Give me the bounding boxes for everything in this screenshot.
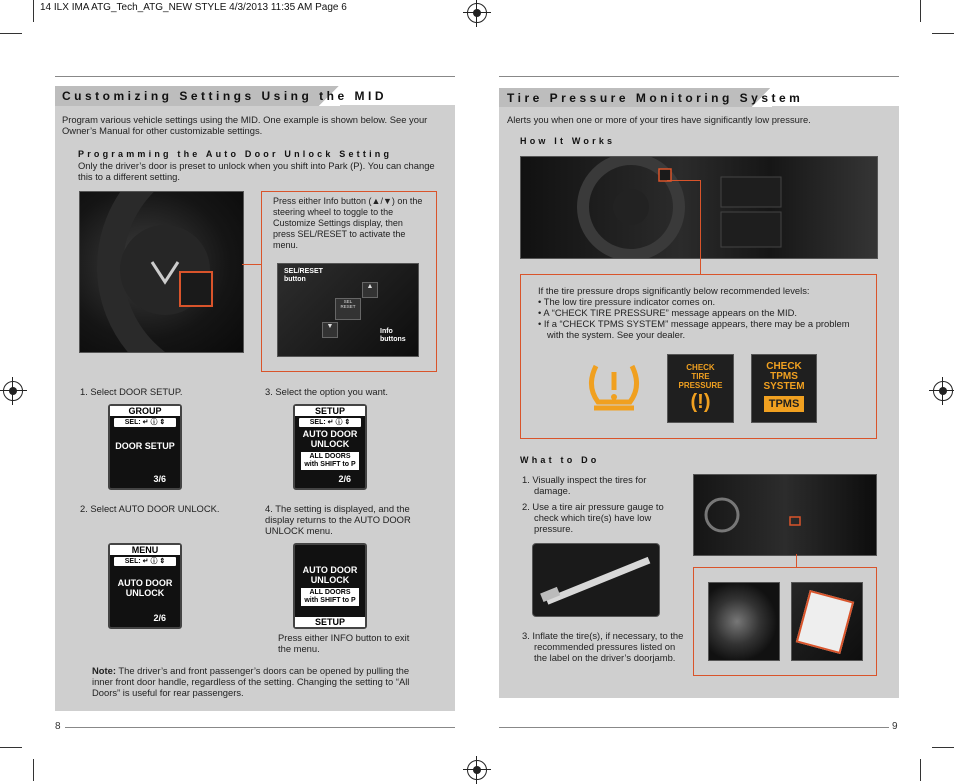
bottom-rule (499, 727, 889, 728)
pressure-gauge-photo (532, 543, 660, 617)
section-heading: What to Do (520, 455, 600, 465)
check-tire-pressure-display: CHECK TIRE PRESSURE (!) (667, 354, 734, 423)
steering-wheel-photo (79, 191, 244, 353)
sel-reset-label: SEL/RESET button (284, 268, 323, 283)
screen-sel-bar: SEL: ↵ ⓘ ⇕ (299, 418, 361, 427)
intro-text: Program various vehicle settings using the MID. One example is shown below. See your Owner’s Manual for other customizable settings. (62, 114, 428, 136)
car-side-photo (693, 474, 877, 556)
registration-mark-icon (933, 381, 953, 401)
callout-leader (667, 180, 701, 181)
screen-sel-bar: SEL: ↵ ⓘ ⇕ (114, 557, 176, 566)
registration-mark-icon (3, 381, 23, 401)
screen-page-num: 3/6 (153, 474, 166, 484)
crop-mark (920, 0, 921, 22)
screen-page-num: 2/6 (338, 474, 351, 484)
screen-page-num: 2/6 (153, 613, 166, 623)
screen-main-text: UNLOCK (310, 439, 350, 449)
car-wheel-icon (694, 475, 876, 555)
page-title: Tire Pressure Monitoring System (507, 91, 804, 105)
info-up-button-icon: ▲ (362, 282, 378, 298)
bullet-2: • A “CHECK TIRE PRESSURE” message appears on the MID. (538, 307, 797, 318)
mid-screen-result (293, 543, 367, 629)
how-text: If the tire pressure drops significantly below recommended levels: (538, 285, 810, 296)
callout-leader (700, 180, 701, 275)
crop-mark (0, 33, 22, 34)
dashboard-icon (521, 157, 877, 258)
what-step-1: 1. Visually inspect the tires for damage. (522, 474, 647, 496)
screen-main-text: AUTO DOOR (117, 578, 173, 588)
tpms-small-icon: (!) (690, 391, 711, 413)
screen-sel-bar: SEL: ↵ ⓘ ⇕ (114, 418, 176, 427)
registration-mark-icon (467, 3, 487, 23)
bottom-rule (65, 727, 455, 728)
dashboard-photo (520, 156, 878, 259)
section-heading: Programming the Auto Door Unlock Setting (78, 149, 393, 159)
screen-main-text: DOOR SETUP (115, 441, 175, 451)
screen-main-text: AUTO DOOR (302, 429, 358, 439)
note-text: Note: The driver’s and front passenger’s doors can be opened by pulling the inner front door handle, regardless of the setting. Changing the setting to “All Doors” is useful for rear passengers. (92, 665, 410, 698)
section-heading: How It Works (520, 136, 616, 146)
section-text: Only the driver’s door is preset to unlock when you shift into Park (P). You can change this to a different setting. (78, 160, 435, 182)
screen-header: MENU (110, 545, 180, 555)
screen-footer: SETUP (295, 617, 365, 627)
crop-mark (0, 747, 22, 748)
page-number: 8 (55, 721, 61, 732)
bullet-3: • If a “CHECK TPMS SYSTEM” message appears, there may be a problem with the system. See your dealer. (538, 318, 850, 340)
mid-screen-group (108, 404, 182, 490)
bullet-1: • The low tire pressure indicator comes on. (538, 296, 716, 307)
top-rule (499, 76, 899, 77)
crop-mark (920, 759, 921, 781)
callout-text: Press either Info button (▲/▼) on the steering wheel to toggle to the Customize Settings display, then press SEL/RESET to activate the menu. (273, 196, 423, 250)
tpms-badge: TPMS (764, 396, 804, 412)
steering-wheel-icon (80, 192, 243, 352)
print-slug: 14 ILX IMA ATG_Tech_ATG_NEW STYLE 4/3/2013 11:35 AM Page 6 (40, 2, 347, 13)
callout-leader (242, 264, 262, 265)
crop-mark (932, 33, 954, 34)
step-4: 4. The setting is displayed, and the display returns to the AUTO DOOR UNLOCK menu. (265, 503, 411, 536)
screen-main-text: UNLOCK (310, 575, 350, 585)
page-number: 9 (892, 721, 898, 732)
sel-reset-closeup-photo (277, 263, 419, 357)
intro-text: Alerts you when one or more of your tires have significantly low pressure. (507, 114, 811, 125)
doorjamb-label-photo (791, 582, 863, 661)
screen-option-box: ALL DOORS with SHIFT to P (301, 588, 359, 606)
step-2: 2. Select AUTO DOOR UNLOCK. (80, 503, 220, 514)
step-3: 3. Select the option you want. (265, 386, 388, 397)
page-title: Customizing Settings Using the MID (62, 89, 387, 103)
screen-main-text: AUTO DOOR (302, 565, 358, 575)
screen-option-box: ALL DOORS with SHIFT to P (301, 452, 359, 470)
screen-header: GROUP (110, 406, 180, 416)
registration-mark-icon (467, 760, 487, 780)
tpms-warning-icon (584, 358, 644, 416)
what-step-3: 3. Inflate the tire(s), if necessary, to the recommended pressures listed on the label on the driver’s doorjamb. (522, 630, 684, 663)
tire-inflate-photo (708, 582, 780, 661)
mid-screen-menu (108, 543, 182, 629)
crop-mark (932, 747, 954, 748)
tire-label-icon (796, 590, 854, 654)
what-step-2: 2. Use a tire air pressure gauge to check which tire(s) have low pressure. (522, 501, 664, 534)
callout-leader (796, 554, 797, 568)
crop-mark (33, 0, 34, 22)
screen-header: SETUP (295, 406, 365, 416)
exit-text: Press either INFO button to exit the menu. (278, 632, 410, 654)
info-buttons-label: Info buttons (380, 328, 406, 343)
top-rule (55, 76, 455, 77)
step-1: 1. Select DOOR SETUP. (80, 386, 183, 397)
screen-main-text: UNLOCK (125, 588, 165, 598)
info-down-button-icon: ▼ (322, 322, 338, 338)
pressure-gauge-icon (533, 544, 659, 616)
mid-screen-setup (293, 404, 367, 490)
check-tpms-system-display: CHECK TPMS SYSTEM TPMS (751, 354, 817, 423)
crop-mark (33, 759, 34, 781)
sel-reset-button: SEL RESET (335, 298, 361, 320)
